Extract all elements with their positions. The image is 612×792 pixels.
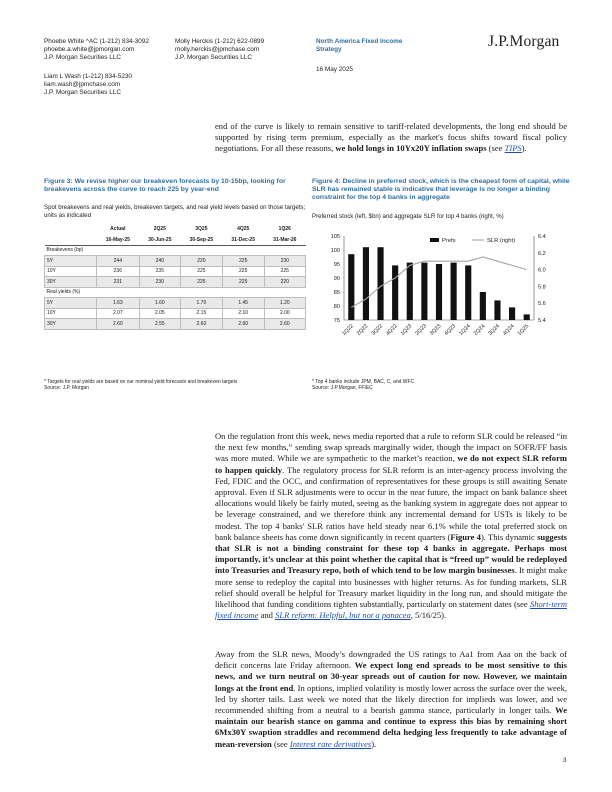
text-run: On the regulation front this week, news media reported that a rule to reform SLR could be released “in the next few months,” sending swap spreads marginally wider, though the impact on SOFR/FF basis was more muted. While we are sympathetic to the market’s reaction, — [215, 431, 567, 464]
x-tick-label: 4Q24 — [502, 323, 516, 337]
x-tick-label: 2Q24 — [472, 323, 487, 337]
table-cell: 1.60 — [139, 298, 180, 309]
prefs-bar — [392, 265, 398, 320]
table-cell: 1.20 — [264, 298, 305, 309]
column-header: 4Q25 — [237, 226, 250, 233]
publication-block — [316, 38, 426, 74]
table-section-row — [45, 287, 306, 298]
column-date: 31-Mar-26 — [264, 235, 305, 246]
y-left-tick-label: 105 — [330, 234, 340, 240]
bold-run: we hold longs in 10Yx20Y inflation swaps — [335, 143, 487, 154]
short-term-fixed-income-link[interactable]: Short-term fixed income — [215, 599, 567, 621]
table-cell: 1.70 — [181, 298, 223, 309]
table-header-row — [45, 224, 306, 235]
y-right-tick-label: 6.4 — [538, 234, 546, 240]
column-date: 31-Dec-25 — [222, 235, 264, 246]
analyst-name: Phoebe White ^AC (1-212) 834-3092 — [44, 38, 149, 45]
interest-rate-derivatives-link[interactable]: Interest rate derivatives — [289, 738, 372, 749]
analyst-name: Molly Herckis (1-212) 622-0899 — [175, 38, 265, 45]
analyst-block-3 — [175, 38, 264, 62]
bold-run: We maintain our bearish stance on gamma and continue to express this bias by remaining short 6Mx30Y swaption straddles and recommend delta hedging less frequently to take advantage of mean-reversion — [215, 705, 567, 749]
paragraph-tips — [215, 121, 567, 155]
x-tick-label: 1Q23 — [399, 323, 414, 337]
table-cell: 240 — [139, 256, 180, 267]
paragraph-moodys — [215, 649, 567, 750]
text-run: . In options, implied volatility is mostly lower across the surface over the week, led by shorter tails. Last week we noted that the likely direction for implieds was lower, and we recommended shifting from a neutral to a bearish gamma stance, particularly in longer tails. — [215, 682, 567, 716]
analyst-name: Liam L Wash (1-212) 834-5230 — [44, 73, 132, 80]
tips-link[interactable]: TIPS — [504, 143, 522, 154]
row-label: 10Y — [45, 308, 97, 319]
y-left-tick-label: 95 — [333, 262, 340, 268]
prefs-bar — [407, 263, 413, 320]
table-row — [45, 298, 306, 309]
x-tick-label: 1Q22 — [341, 323, 355, 337]
row-label: 5Y — [45, 256, 97, 267]
section-label: Real yields (%) — [45, 287, 306, 298]
paragraph-slr — [215, 431, 567, 621]
prefs-bar — [494, 300, 500, 320]
prefs-slr-chart — [312, 232, 570, 374]
text-run: end of the curve is likely to remain sensitive to tariff-related developments, the long end should be supported by rising term premium, especially as the market's focus shifts toward fiscal policy negotiations. For all these reasons, — [215, 121, 567, 154]
prefs-bar — [377, 247, 383, 320]
text-run: ). — [521, 143, 527, 154]
table-cell: 2.60 — [181, 319, 223, 330]
text-run: ). — [371, 738, 377, 749]
page-number: 3 — [563, 757, 567, 764]
table-date-row — [45, 235, 306, 246]
prefs-bar — [348, 254, 354, 320]
figure4-notes — [312, 379, 414, 392]
analyst-email[interactable]: liam.wash@jpmchase.com — [44, 81, 121, 88]
y-left-tick-label: 80 — [333, 304, 340, 310]
figure4-subtitle: Preferred stock (left, $bn) and aggregate SLR for top 4 banks (right, %) — [312, 213, 504, 220]
table-cell: 1.63 — [97, 298, 140, 309]
legend-label-slr: SLR (right) — [487, 238, 516, 244]
x-tick-label: 4Q22 — [385, 323, 399, 337]
analyst-email[interactable]: phoebe.a.white@jpmorgan.com — [44, 46, 135, 53]
table-cell: 2.07 — [97, 308, 140, 319]
column-header: 2Q25 — [153, 226, 166, 233]
y-right-tick-label: 5.8 — [538, 284, 546, 291]
table-corner — [45, 224, 97, 235]
table-cell: 225 — [222, 266, 264, 277]
table-cell: 230 — [139, 277, 180, 288]
column-date: 30-Jun-25 — [139, 235, 180, 246]
column-date: 16-May-25 — [97, 235, 140, 246]
table-row — [45, 266, 306, 277]
table-cell: 236 — [97, 266, 140, 277]
table-cell: 225 — [222, 277, 264, 288]
text-run: ). This dynamic — [480, 531, 538, 542]
row-label: 30Y — [45, 319, 97, 330]
x-tick-label: 1Q24 — [458, 323, 472, 337]
x-tick-label: 2Q22 — [355, 323, 370, 337]
prefs-bar — [524, 314, 530, 320]
y-right-tick-label: 5.6 — [538, 301, 546, 308]
legend-label-prefs: Prefs — [442, 238, 456, 244]
table-cell: 225 — [181, 266, 223, 277]
table-cell: 2.00 — [264, 308, 305, 319]
table-cell: 235 — [139, 266, 180, 277]
table-cell: 2.15 — [181, 308, 223, 319]
jpmorgan-logo: J.P.Morgan — [488, 33, 560, 50]
table-cell: 2.05 — [139, 308, 180, 319]
row-label: 10Y — [45, 266, 97, 277]
legend-swatch-prefs — [430, 238, 439, 242]
text-run: and — [258, 610, 276, 621]
figure3-footnote: * Targets for real yields are based on our nominal yield forecasts and breakeven targets — [44, 379, 238, 385]
text-run: . The regulatory process for SLR reform is an inter-agency process involving the Fed, FDIC and the OCC, and confirmation of representatives for these groups is still awaiting Senate approval. Even if SLR adjustments were to occur in the near future, the impact on bank balance sheet allocations would likely be fairly muted, seeing as the banking system in aggregate does not appear to be leverage constrained, and we therefore think any incremental demand for USTs is likely to be modest. The top 4 banks' SLR ratios have held steady near 6.1% while the total preferred stock on bank balance sheets has come down significantly in recent quarters ( — [215, 464, 567, 542]
x-tick-label: 2Q23 — [414, 323, 428, 337]
table-cell: 2.60 — [222, 319, 264, 330]
table-cell: 231 — [97, 277, 140, 288]
y-right-tick-label: 5.4 — [538, 318, 546, 324]
text-run: Away from the SLR news, Moody’s downgraded the US ratings to Aa1 from Aaa on the back of deficit concerns late Friday afternoon. — [215, 649, 567, 671]
table-cell: 220 — [181, 256, 223, 267]
figure3-source: Source: J.P. Morgan — [44, 385, 89, 392]
row-label: 30Y — [45, 277, 97, 288]
table-cell: 2.55 — [139, 319, 180, 330]
table-row — [45, 319, 306, 330]
row-label: 5Y — [45, 298, 97, 309]
table-cell: 230 — [264, 256, 305, 267]
figure-ref: Figure 4 — [450, 531, 481, 542]
y-left-tick-label: 100 — [330, 248, 340, 254]
x-tick-label: 3Q23 — [428, 323, 443, 337]
column-header: 1Q26 — [278, 226, 291, 233]
y-left-tick-label: 75 — [333, 318, 340, 324]
figure3-notes — [44, 379, 237, 392]
table-row — [45, 308, 306, 319]
table-cell: 225 — [181, 277, 223, 288]
table-row — [45, 256, 306, 267]
table-cell: 2.10 — [222, 308, 264, 319]
bold-run: we do not expect SLR reform to happen quickly — [215, 453, 567, 475]
prefs-bar — [436, 264, 442, 320]
table-corner — [45, 235, 97, 246]
x-tick-label: 3Q24 — [487, 323, 501, 337]
figure4-title: Figure 4: Decline in preferred stock, which is the cheapest form of capital, while SLR has remained stable is indicative that leverage is no longer a binding constraint for the top 4 banks in aggregate — [312, 178, 570, 202]
table-cell: 225 — [222, 256, 264, 267]
text-run: (see — [271, 738, 290, 749]
y-right-tick-label: 6.2 — [538, 250, 546, 257]
table-section-row — [45, 245, 306, 256]
text-run: (see — [486, 143, 505, 154]
y-left-tick-label: 85 — [333, 290, 340, 296]
prefs-bar — [363, 247, 369, 320]
table-cell: 1.45 — [222, 298, 264, 309]
prefs-bar — [451, 263, 457, 320]
prefs-bar — [509, 307, 515, 320]
figure4-footnote: * Top 4 banks include JPM, BAC, C, and WFC — [312, 379, 415, 385]
table-cell: 2.60 — [264, 319, 305, 330]
x-tick-label: 3Q22 — [370, 323, 385, 337]
analyst-firm: J.P. Morgan Securities LLC — [44, 89, 121, 96]
prefs-bar — [465, 265, 471, 320]
figure4-source: Source: J.P.Morgan, FFIEC — [312, 385, 373, 392]
bold-run: suggests that SLR is not a binding constraint for these top 4 banks in aggregate. Perhaps most importantly, it’s unclear at this point whether the capital that is “freed up” would be redeployed into Treasuries and Treasury repo, both of which tend to be low margin businesses — [215, 531, 567, 576]
text-run: , 5/16/25). — [410, 610, 447, 621]
analyst-email[interactable]: molly.herckis@jpmchase.com — [175, 46, 260, 53]
analyst-firm: J.P. Morgan Securities LLC — [175, 54, 252, 61]
x-tick-label: 4Q23 — [443, 323, 458, 337]
table-cell: 220 — [264, 277, 305, 288]
analyst-block-2 — [44, 73, 132, 97]
column-header: Actual — [110, 226, 126, 233]
analyst-firm: J.P. Morgan Securities LLC — [44, 54, 121, 61]
prefs-bar — [421, 263, 427, 320]
column-date: 30-Sep-25 — [181, 235, 223, 246]
prefs-bar — [480, 292, 486, 320]
publication-title: North America Fixed Income Strategy — [316, 38, 403, 53]
x-tick-label: 1Q25 — [516, 323, 531, 337]
table-cell: 225 — [264, 266, 305, 277]
y-left-tick-label: 90 — [333, 276, 340, 282]
bold-run: We expect long end spreads to be most sensitive to this news, and we turn neutral on 30-year spreads out of caution for now. However, we maintain longs at the front end — [215, 660, 567, 693]
table-row — [45, 277, 306, 288]
figure3-subtitle: Spot breakevens and real yields, breakeven targets, and real yield levels based on those targets; units as indicated — [44, 204, 306, 219]
y-right-tick-label: 6.0 — [538, 267, 546, 274]
publication-date: 16 May 2025 — [316, 66, 353, 73]
breakeven-forecast-table — [44, 224, 306, 330]
table-cell: 2.60 — [97, 319, 140, 330]
slr-reform-link[interactable]: SLR reform: Helpful, but not a panacea — [275, 610, 411, 621]
text-run: . It might make more sense to redeploy the capital into businesses with higher returns. As for funding markets, SLR relief should overall be helpful for Treasury market liquidity in the long run, and should mitigate the likelihood that funding conditions tighten substantially, particularly on statement dates (see — [215, 565, 567, 610]
column-header: 3Q25 — [195, 226, 208, 233]
section-label: Breakevens (bp) — [45, 245, 306, 256]
figure3-title: Figure 3: We revise higher our breakeven forecasts by 10-15bp, looking for breakevens across the curve to reach 225 by year-end — [44, 178, 286, 194]
analyst-block-1 — [44, 38, 149, 62]
table-cell: 244 — [97, 256, 140, 267]
